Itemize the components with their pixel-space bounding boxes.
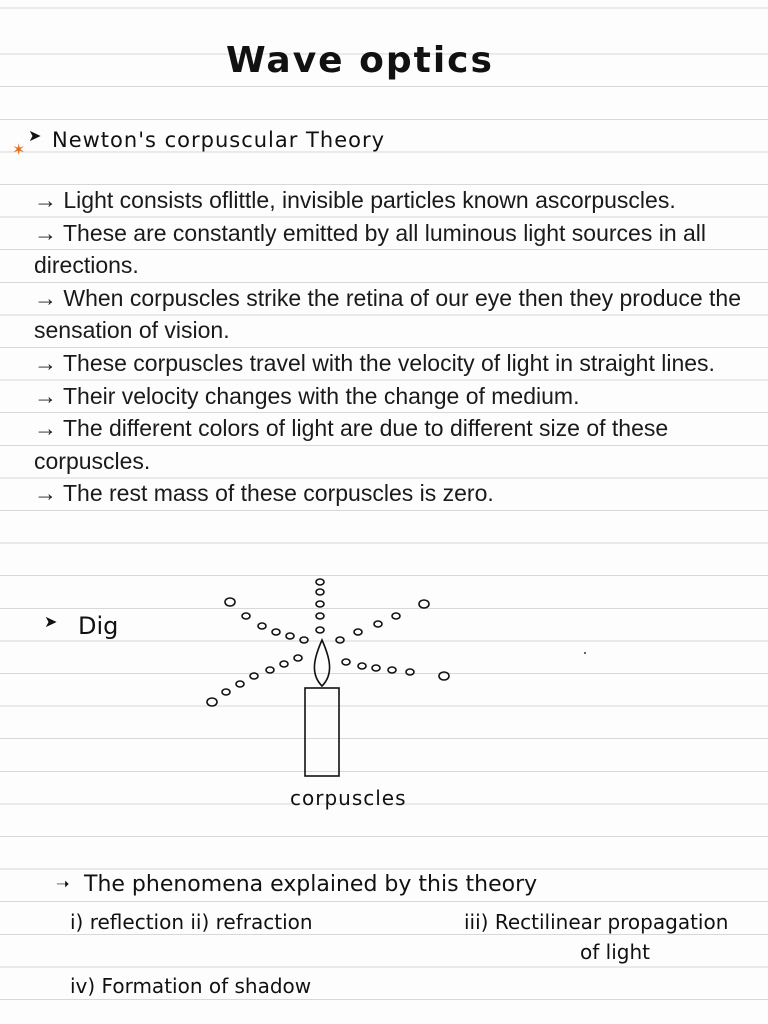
typed-notes	[34, 184, 754, 510]
phenomena-list-line1: i) reflection ii) refraction	[70, 910, 313, 934]
note-point: → The rest mass of these corpuscles is zero.	[34, 480, 494, 507]
arrow-bullet-icon: ➤	[44, 614, 58, 631]
ink-dot	[584, 652, 586, 654]
note-point: → These are constantly emitted by all luminous light sources in all directions.	[34, 219, 707, 279]
phenomena-item-3: iii) Rectilinear propagation	[464, 910, 729, 934]
phenomena-intro: The phenomena explained by this theory	[84, 872, 538, 897]
note-point: → The different colors of light are due to different size of these corpuscles.	[34, 415, 669, 474]
arrow-bullet-icon: ➝	[56, 876, 70, 893]
page-title: Wave optics	[226, 40, 494, 81]
note-point: → Their velocity changes with the change of medium.	[34, 382, 580, 409]
diagram-caption: corpuscles	[290, 786, 407, 810]
diagram-label: Dig	[78, 612, 119, 640]
arrow-bullet-icon: ➤	[28, 128, 42, 145]
candle-body	[305, 688, 339, 776]
note-point: → These corpuscles travel with the velocity of light in straight lines.	[34, 349, 715, 376]
phenomena-item-3-continued: of light	[580, 940, 650, 964]
phenomena-item-4: iv) Formation of shadow	[70, 974, 312, 998]
note-point: → Light consists oflittle, invisible particles known ascorpuscles.	[34, 187, 676, 213]
section-heading: Newton's corpuscular Theory	[52, 128, 386, 152]
candle-flame	[314, 640, 329, 686]
note-point: → When corpuscles strike the retina of our eye then they produce the sensation of vision.	[34, 284, 741, 344]
star-icon: ✶	[12, 142, 26, 159]
candle-corpuscles-diagram	[190, 570, 470, 790]
